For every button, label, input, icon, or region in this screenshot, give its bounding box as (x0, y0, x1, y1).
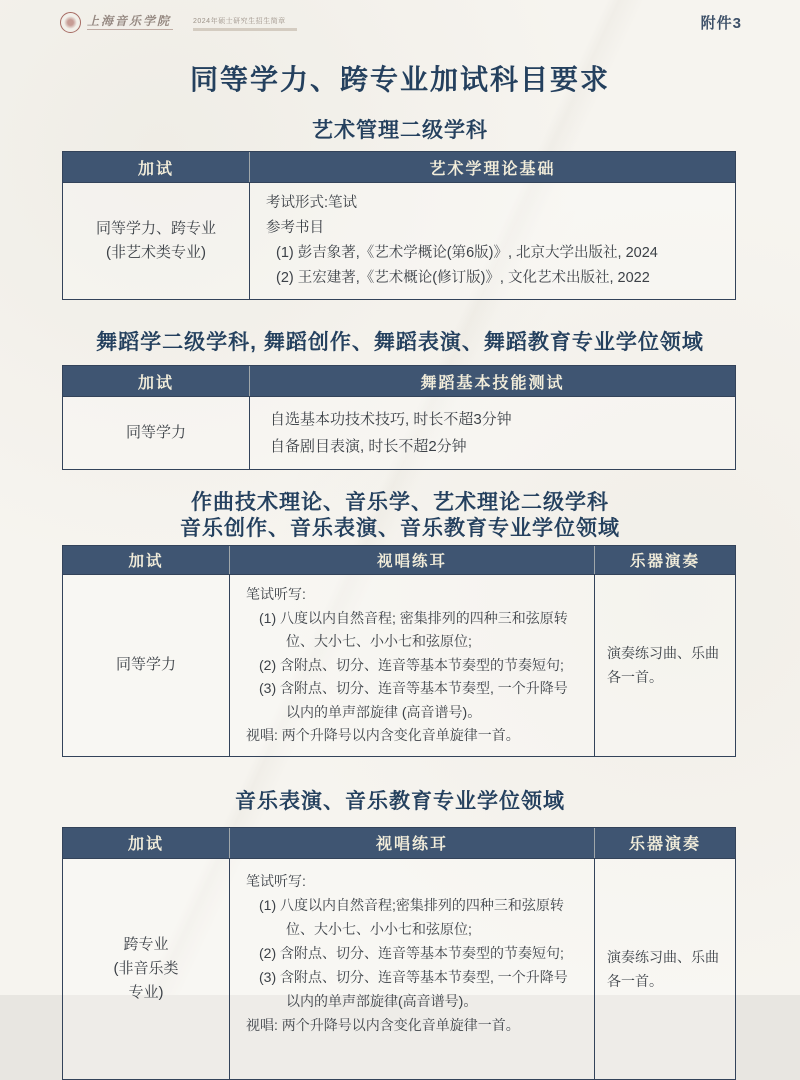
column-header: 加试 (128, 553, 164, 570)
column-header: 乐器演奏 (594, 546, 735, 574)
table-art-management (62, 151, 736, 300)
logo-caption: 2024年硕士研究生招生简章 (193, 18, 286, 26)
column-header: 视唱练耳 (229, 828, 594, 858)
column-header: 加试 (127, 836, 164, 853)
instrument-cell: 演奏练习曲、乐曲各一首。 (594, 859, 735, 1079)
page-header (0, 0, 800, 42)
table-row (63, 396, 735, 469)
page-title: 同等学力、跨专业加试科目要求 (189, 64, 610, 95)
row-label-cell: 同等学力 (125, 424, 186, 441)
row-content-cell: 自选基本功技术技巧, 时长不超3分钟 自备剧目表演, 时长不超2分钟 (249, 397, 735, 469)
table-header-row (63, 828, 735, 858)
logo-caption-decoration (193, 28, 297, 31)
row-content-cell: 笔试听写: (1) 八度以内自然音程;密集排列的四种三和弦原转位、大小七、小小七和弦原位; (2) 含附点、切分、连音等基本节奏型的节奏短句; (3) 含附点、切分、连音等基本节奏型, 一个升降号以内的单声部旋律(高音谱号)。 视唱: 两个升降号以内含变化音单旋律一首。 (229, 859, 594, 1079)
row-label-cell: 跨专业 (非音乐类 专业) (113, 935, 179, 1001)
row-label-cell: 同等学力、跨专业 (非艺术类专业) (95, 220, 216, 261)
table-header-row (63, 546, 735, 574)
column-header: 舞蹈基本技能测试 (249, 366, 735, 396)
table-music-performance (62, 827, 736, 1080)
section-heading-dance: 舞蹈学二级学科, 舞蹈创作、舞蹈表演、舞蹈教育专业学位领域 (96, 331, 704, 354)
logo-underline (87, 29, 173, 31)
attachment-label: 附件3 (700, 15, 742, 32)
table-header-row (63, 152, 735, 182)
column-header: 乐器演奏 (594, 828, 735, 858)
column-header: 加试 (137, 160, 174, 178)
table-composition-musicology (62, 545, 736, 757)
section-heading-composition-musicology: 作曲技术理论、音乐学、艺术理论二级学科 音乐创作、音乐表演、音乐教育专业学位领域 (180, 491, 620, 540)
section-heading-music-performance: 音乐表演、音乐教育专业学位领域 (235, 789, 565, 813)
university-logo (60, 12, 297, 33)
row-label-cell: 同等学力 (115, 656, 176, 674)
table-row (63, 182, 735, 299)
row-content-cell: 笔试听写: (1) 八度以内自然音程; 密集排列的四种三和弦原转位、大小七、小小七和弦原位; (2) 含附点、切分、连音等基本节奏型的节奏短句; (3) 含附点、切分、连音等基本节奏型, 一个升降号以内的单声部旋律 (高音谱号)。 视唱: 两个升降号以内含变化音单旋律一首。 (229, 575, 594, 756)
section-heading-art-management: 艺术管理二级学科 (312, 119, 488, 142)
column-header: 加试 (137, 374, 174, 392)
university-name: 上海音乐学院 (87, 13, 172, 28)
university-seal-icon (60, 12, 81, 33)
table-row (63, 858, 735, 1079)
column-header: 艺术学理论基础 (249, 152, 735, 182)
row-content-cell: 考试形式:笔试 参考书目 (1) 彭吉象著,《艺术学概论(第6版)》, 北京大学出版社, 2024 (2) 王宏建著,《艺术概论(修订版)》, 文化艺术出版社, 2022 (249, 183, 735, 299)
instrument-cell: 演奏练习曲、乐曲各一首。 (594, 575, 735, 756)
table-row (63, 574, 735, 756)
table-header-row (63, 366, 735, 396)
column-header: 视唱练耳 (229, 546, 594, 574)
table-dance (62, 365, 736, 470)
